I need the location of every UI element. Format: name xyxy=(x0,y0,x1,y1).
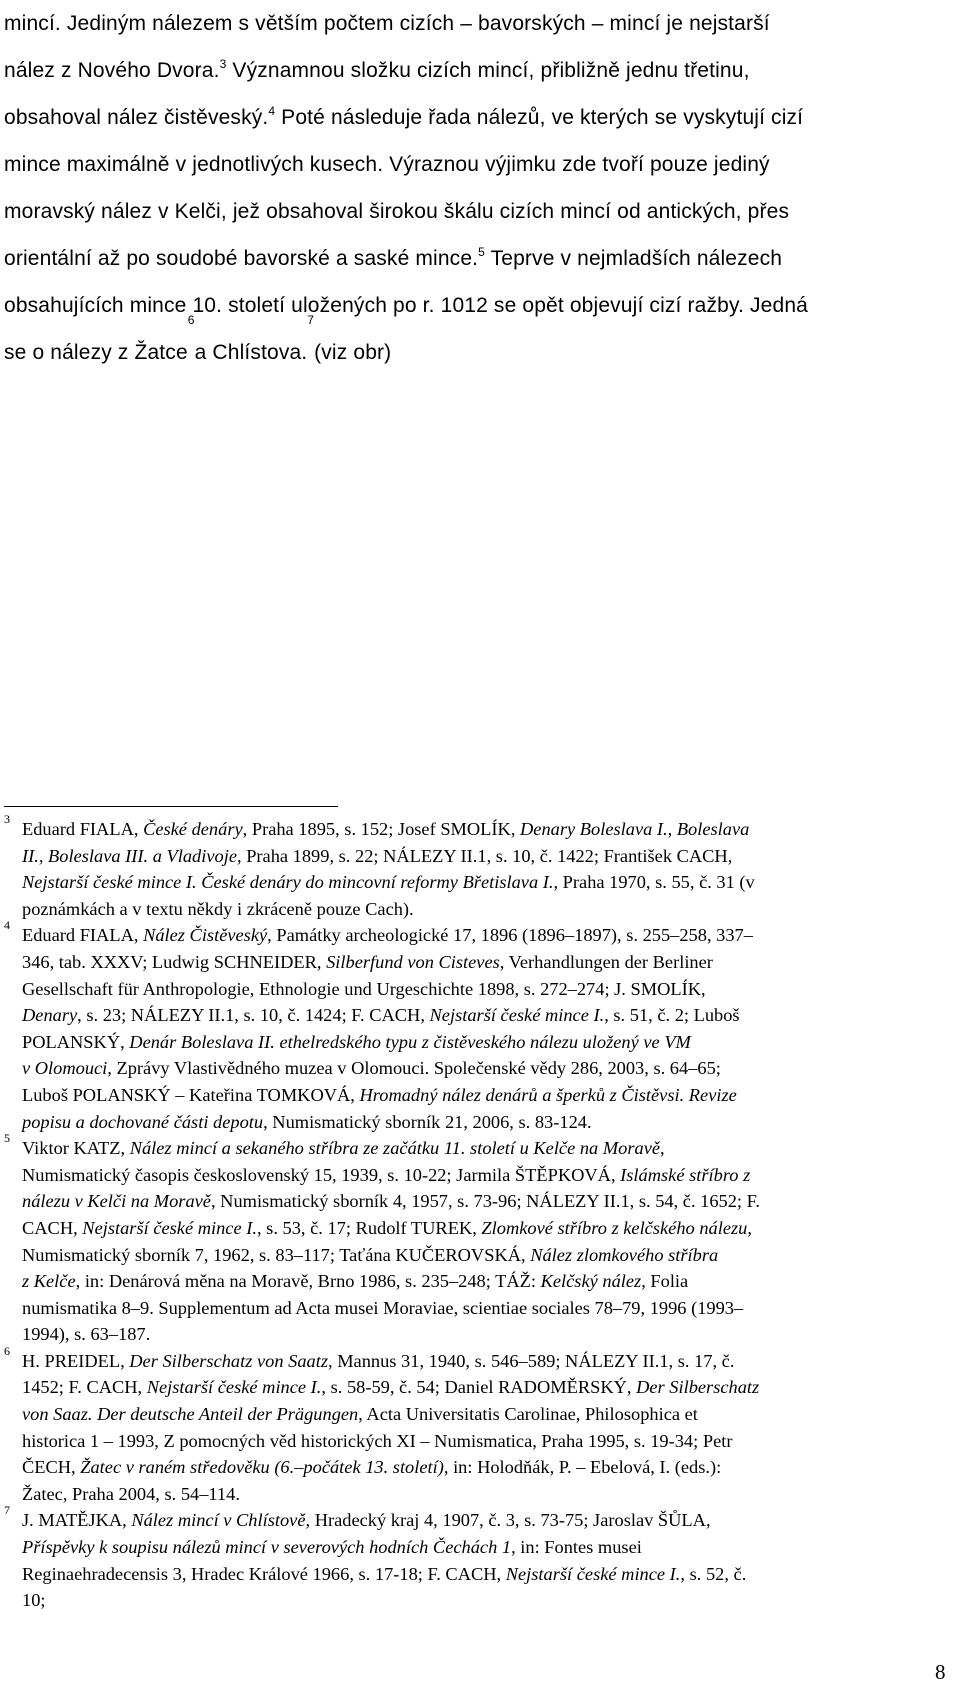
footnote-ref[interactable]: 3 xyxy=(219,57,227,71)
body-line xyxy=(4,313,956,376)
body-text: obsahujících mince 10. století uložených po r. 1012 se opět objevují cizí ražby. Jedná xyxy=(4,294,808,317)
footnote-line xyxy=(22,1109,940,1136)
body-text: a Chlístova. xyxy=(194,341,308,364)
footnote-italic-text: Denary Boleslava I., Boleslava xyxy=(520,819,750,839)
footnote-text: Luboš POLANSKÝ – Kateřina TOMKOVÁ, xyxy=(22,1084,360,1105)
body-text: nález z Nového Dvora. xyxy=(4,59,220,82)
footnote-6 xyxy=(4,1343,940,1508)
footnote-line xyxy=(22,896,940,923)
footnote-line xyxy=(22,1587,940,1614)
body-text xyxy=(4,47,750,94)
footnote-text: J. MATĚJKA, xyxy=(22,1510,132,1531)
footnote-mark: 5 xyxy=(4,1131,10,1146)
footnote-line xyxy=(22,1401,940,1428)
footnote-text: Zprávy Vlastivědného muzea v Olomouci. Společenské vědy 286, 2003, s. 64–65; xyxy=(111,1058,721,1079)
footnote-line xyxy=(22,1029,940,1056)
footnote-mark: 3 xyxy=(4,812,10,826)
footnote-line xyxy=(22,1321,940,1348)
footnote-text: numismatika 8–9. Supplementum ad Acta musei Moraviae, scientiae sociales 78–79, 1996 (1993– xyxy=(22,1297,744,1318)
footnote-text: Eduard FIALA, xyxy=(22,819,144,839)
footnote-line xyxy=(22,816,940,843)
footnote-text: Numismatický časopis československý 15, 1939, s. 10-22; Jarmila ŠTĚPKOVÁ, xyxy=(22,1164,621,1185)
footnote-text: , Acta Universitatis Carolinae, Philosophica et xyxy=(358,1404,698,1425)
footnote-text: Gesellschaft für Anthropologie, Ethnologie und Urgeschichte 1898, s. 272–274; J. SMOLÍK, xyxy=(22,978,706,999)
footnote-4 xyxy=(4,918,940,1135)
footnote-text: 1452; F. CACH, xyxy=(22,1377,147,1398)
footnotes xyxy=(4,812,940,1614)
footnote-italic-text: von Saaz. Der deutsche Anteil der Prägungen xyxy=(22,1404,359,1425)
footnote-text: , Praha 1895, s. 152; Josef SMOLÍK, xyxy=(242,819,521,839)
footnote-italic-text: II., Boleslava III. a Vladivoje xyxy=(22,845,237,866)
footnote-italic-text: v Olomouci, xyxy=(22,1058,112,1079)
footnote-italic-text: nálezu v Kelči na Moravě xyxy=(22,1191,211,1212)
footnote-text: Žatec, Praha 2004, s. 54–114. xyxy=(22,1483,240,1504)
body-line xyxy=(4,141,956,188)
page-number: 8 xyxy=(935,1660,946,1684)
footnote-line xyxy=(22,1561,940,1588)
footnote-text: Reginaehradecensis 3, Hradec Králové 1966, s. 17-18; F. CACH, xyxy=(22,1563,506,1584)
footnote-text: 346, tab. XXXV; Ludwig SCHNEIDER, xyxy=(22,951,327,972)
body-text: se o nálezy z Žatce xyxy=(4,341,188,364)
body-text: Teprve v nejmladších nálezech xyxy=(484,247,783,270)
footnote-3 xyxy=(4,812,940,922)
body-line xyxy=(4,0,956,47)
body-line xyxy=(4,235,956,282)
footnote-line xyxy=(22,1534,940,1561)
footnote-text: , s. 58-59, č. 54; Daniel RADOMĚRSKÝ, xyxy=(321,1377,637,1398)
footnote-text: ČECH, xyxy=(22,1457,81,1478)
body-line xyxy=(4,188,956,235)
body-paragraph xyxy=(4,0,956,376)
footnote-line xyxy=(22,976,940,1003)
body-text: mince maximálně v jednotlivých kusech. Výraznou výjimku zde tvoří pouze jediný xyxy=(4,153,770,176)
body-text: orientální až po soudobé bavorské a saské mince. xyxy=(4,247,479,270)
footnote-text: Viktor KATZ, xyxy=(22,1138,130,1159)
footnote-line xyxy=(22,1428,940,1455)
footnote-7 xyxy=(4,1503,940,1613)
footnote-italic-text: Nález mincí v Chlístově xyxy=(131,1510,306,1531)
footnote-text: , xyxy=(660,1138,665,1159)
footnote-line xyxy=(22,843,940,870)
footnote-italic-text: Hromadný nález denárů a šperků z Čistěvsi. Revize xyxy=(359,1084,737,1105)
footnote-line xyxy=(22,1374,940,1401)
footnote-line xyxy=(22,1295,940,1322)
footnote-line xyxy=(22,869,940,896)
footnote-text: POLANSKÝ, xyxy=(22,1031,130,1052)
footnote-text: , xyxy=(747,1217,752,1238)
footnote-line xyxy=(22,1268,940,1295)
body-line xyxy=(4,47,956,94)
footnote-mark: 7 xyxy=(4,1503,10,1518)
body-line xyxy=(4,94,956,141)
footnote-text: , in: Denárová měna na Moravě, Brno 1986, s. 235–248; TÁŽ: xyxy=(75,1271,541,1292)
footnote-line xyxy=(22,1348,940,1375)
footnote-line xyxy=(22,1188,940,1215)
footnote-italic-text: Nejstarší české mince I. xyxy=(429,1005,605,1026)
footnote-line xyxy=(22,1082,940,1109)
body-text: obsahoval nález čistěveský. xyxy=(4,106,269,129)
footnote-ref[interactable]: 6 xyxy=(187,313,195,327)
footnote-text: 10; xyxy=(22,1590,46,1611)
footnote-italic-text: Der Silberschatz xyxy=(636,1377,760,1398)
footnote-text: , Památky archeologické 17, 1896 (1896–1897), s. 255–258, 337– xyxy=(267,925,753,946)
footnote-text: Eduard FIALA, xyxy=(22,925,144,946)
footnote-italic-text: Denary xyxy=(22,1005,78,1026)
footnote-line xyxy=(22,1215,940,1242)
footnote-italic-text: Islámské stříbro z xyxy=(620,1164,751,1185)
footnote-mark: 6 xyxy=(4,1343,10,1358)
footnote-text: , Verhandlungen der Berliner xyxy=(499,951,713,972)
footnote-text: , Mannus 31, 1940, s. 546–589; NÁLEZY II.1, s. 17, č. xyxy=(328,1350,735,1371)
body-text: Významnou složku cizích mincí, přibližně jednu třetinu, xyxy=(226,59,750,82)
footnote-italic-text: Nález zlomkového stříbra xyxy=(530,1244,719,1265)
footnote-5 xyxy=(4,1131,940,1348)
footnote-italic-text: Nejstarší české mince I. xyxy=(82,1217,257,1238)
footnote-italic-text: Žatec v raném středověku (6.–počátek 13. století) xyxy=(80,1457,444,1478)
footnote-italic-text: Kelčský nález xyxy=(540,1271,642,1292)
footnote-italic-text: Zlomkové stříbro z kelčského nálezu xyxy=(481,1217,748,1238)
footnote-line xyxy=(22,922,940,949)
footnote-italic-text: Nejstarší české mince I. xyxy=(146,1377,322,1398)
footnote-line xyxy=(22,1507,940,1534)
footnote-text: poznámkách a v textu někdy i zkráceně pouze Cach). xyxy=(22,898,414,919)
footnote-line xyxy=(22,1242,940,1269)
footnote-text: , in: Fontes musei xyxy=(511,1537,642,1558)
footnote-italic-text: Nález Čistěveský xyxy=(143,925,268,946)
footnote-italic-text: Nejstarší české mince I. České denáry do mincovní reformy Břetislava I. xyxy=(22,872,554,893)
footnote-line xyxy=(22,949,940,976)
footnote-text: H. PREIDEL, xyxy=(22,1350,130,1371)
footnote-mark: 4 xyxy=(4,918,10,933)
footnote-text: Numismatický sborník 7, 1962, s. 83–117; Taťána KUČEROVSKÁ, xyxy=(22,1244,531,1265)
footnote-text: , s. 23; NÁLEZY II.1, s. 10, č. 1424; F. CACH, xyxy=(77,1005,430,1026)
footnote-line xyxy=(22,1454,940,1481)
footnote-line xyxy=(22,1162,940,1189)
footnote-line xyxy=(22,1481,940,1508)
footnote-italic-text: Denár Boleslava II. ethelredského typu z čistěveského nálezu uložený ve VM xyxy=(129,1031,691,1052)
body-line xyxy=(4,282,956,329)
footnote-text: , s. 53, č. 17; Rudolf TUREK, xyxy=(256,1217,482,1238)
footnote-text: , s. 52, č. xyxy=(680,1563,747,1584)
footnote-ref[interactable]: 4 xyxy=(268,104,276,118)
body-text xyxy=(4,235,782,282)
body-text: (viz obr) xyxy=(314,341,392,364)
footnote-text: , Praha 1899, s. 22; NÁLEZY II.1, s. 10, č. 1422; František CACH, xyxy=(237,845,733,866)
footnote-italic-text: Der Silberschatz von Saatz xyxy=(129,1350,328,1371)
footnote-italic-text: Příspěvky k soupisu nálezů mincí v severových hodních Čechách 1 xyxy=(22,1537,512,1558)
body-text xyxy=(4,94,803,141)
body-text: moravský nález v Kelči, jež obsahoval širokou škálu cizích mincí od antických, přes xyxy=(4,200,790,223)
footnote-line xyxy=(22,1135,940,1162)
footnote-text: , in: Holodňák, P. – Ebelová, I. (eds.): xyxy=(443,1457,722,1478)
footnote-separator xyxy=(4,806,338,807)
footnote-text: , Praha 1970, s. 55, č. 31 (v xyxy=(553,872,755,893)
footnote-italic-text: Nejstarší české mince I. xyxy=(505,1563,681,1584)
footnote-text: , Hradecký kraj 4, 1907, č. 3, s. 73-75; Jaroslav ŠŮLA, xyxy=(305,1510,711,1531)
footnote-ref[interactable]: 5 xyxy=(478,245,485,259)
footnote-text: CACH, xyxy=(22,1217,83,1238)
footnote-italic-text: z Kelče xyxy=(22,1271,76,1292)
footnote-text: 1994), s. 63–187. xyxy=(22,1324,151,1345)
footnote-line xyxy=(22,1002,940,1029)
footnote-italic-text: České denáry xyxy=(143,819,243,839)
footnote-line xyxy=(22,1055,940,1082)
footnote-ref[interactable]: 7 xyxy=(307,313,315,327)
footnote-text: , s. 51, č. 2; Luboš xyxy=(604,1005,740,1026)
footnote-italic-text: popisu a dochované části depotu xyxy=(22,1111,264,1132)
body-text: Poté následuje řada nálezů, ve kterých se vyskytují cizí xyxy=(275,106,804,129)
footnote-italic-text: Silberfund von Cisteves xyxy=(326,951,500,972)
footnote-text: , Folia xyxy=(641,1271,689,1292)
footnote-italic-text: Nález mincí a sekaného stříbra ze začátku 11. století u Kelče na Moravě xyxy=(129,1138,661,1159)
footnote-text: , Numismatický sborník 4, 1957, s. 73-96; NÁLEZY II.1, s. 54, č. 1652; F. xyxy=(210,1191,760,1212)
body-text: mincí. Jediným nálezem s větším počtem cizích – bavorských – mincí je nejstarší xyxy=(4,12,770,35)
footnote-text: historica 1 – 1993, Z pomocných věd historických XI – Numismatica, Praha 1995, s. 19-34; Petr xyxy=(22,1430,733,1451)
footnote-text: , Numismatický sborník 21, 2006, s. 83-124. xyxy=(263,1111,592,1132)
